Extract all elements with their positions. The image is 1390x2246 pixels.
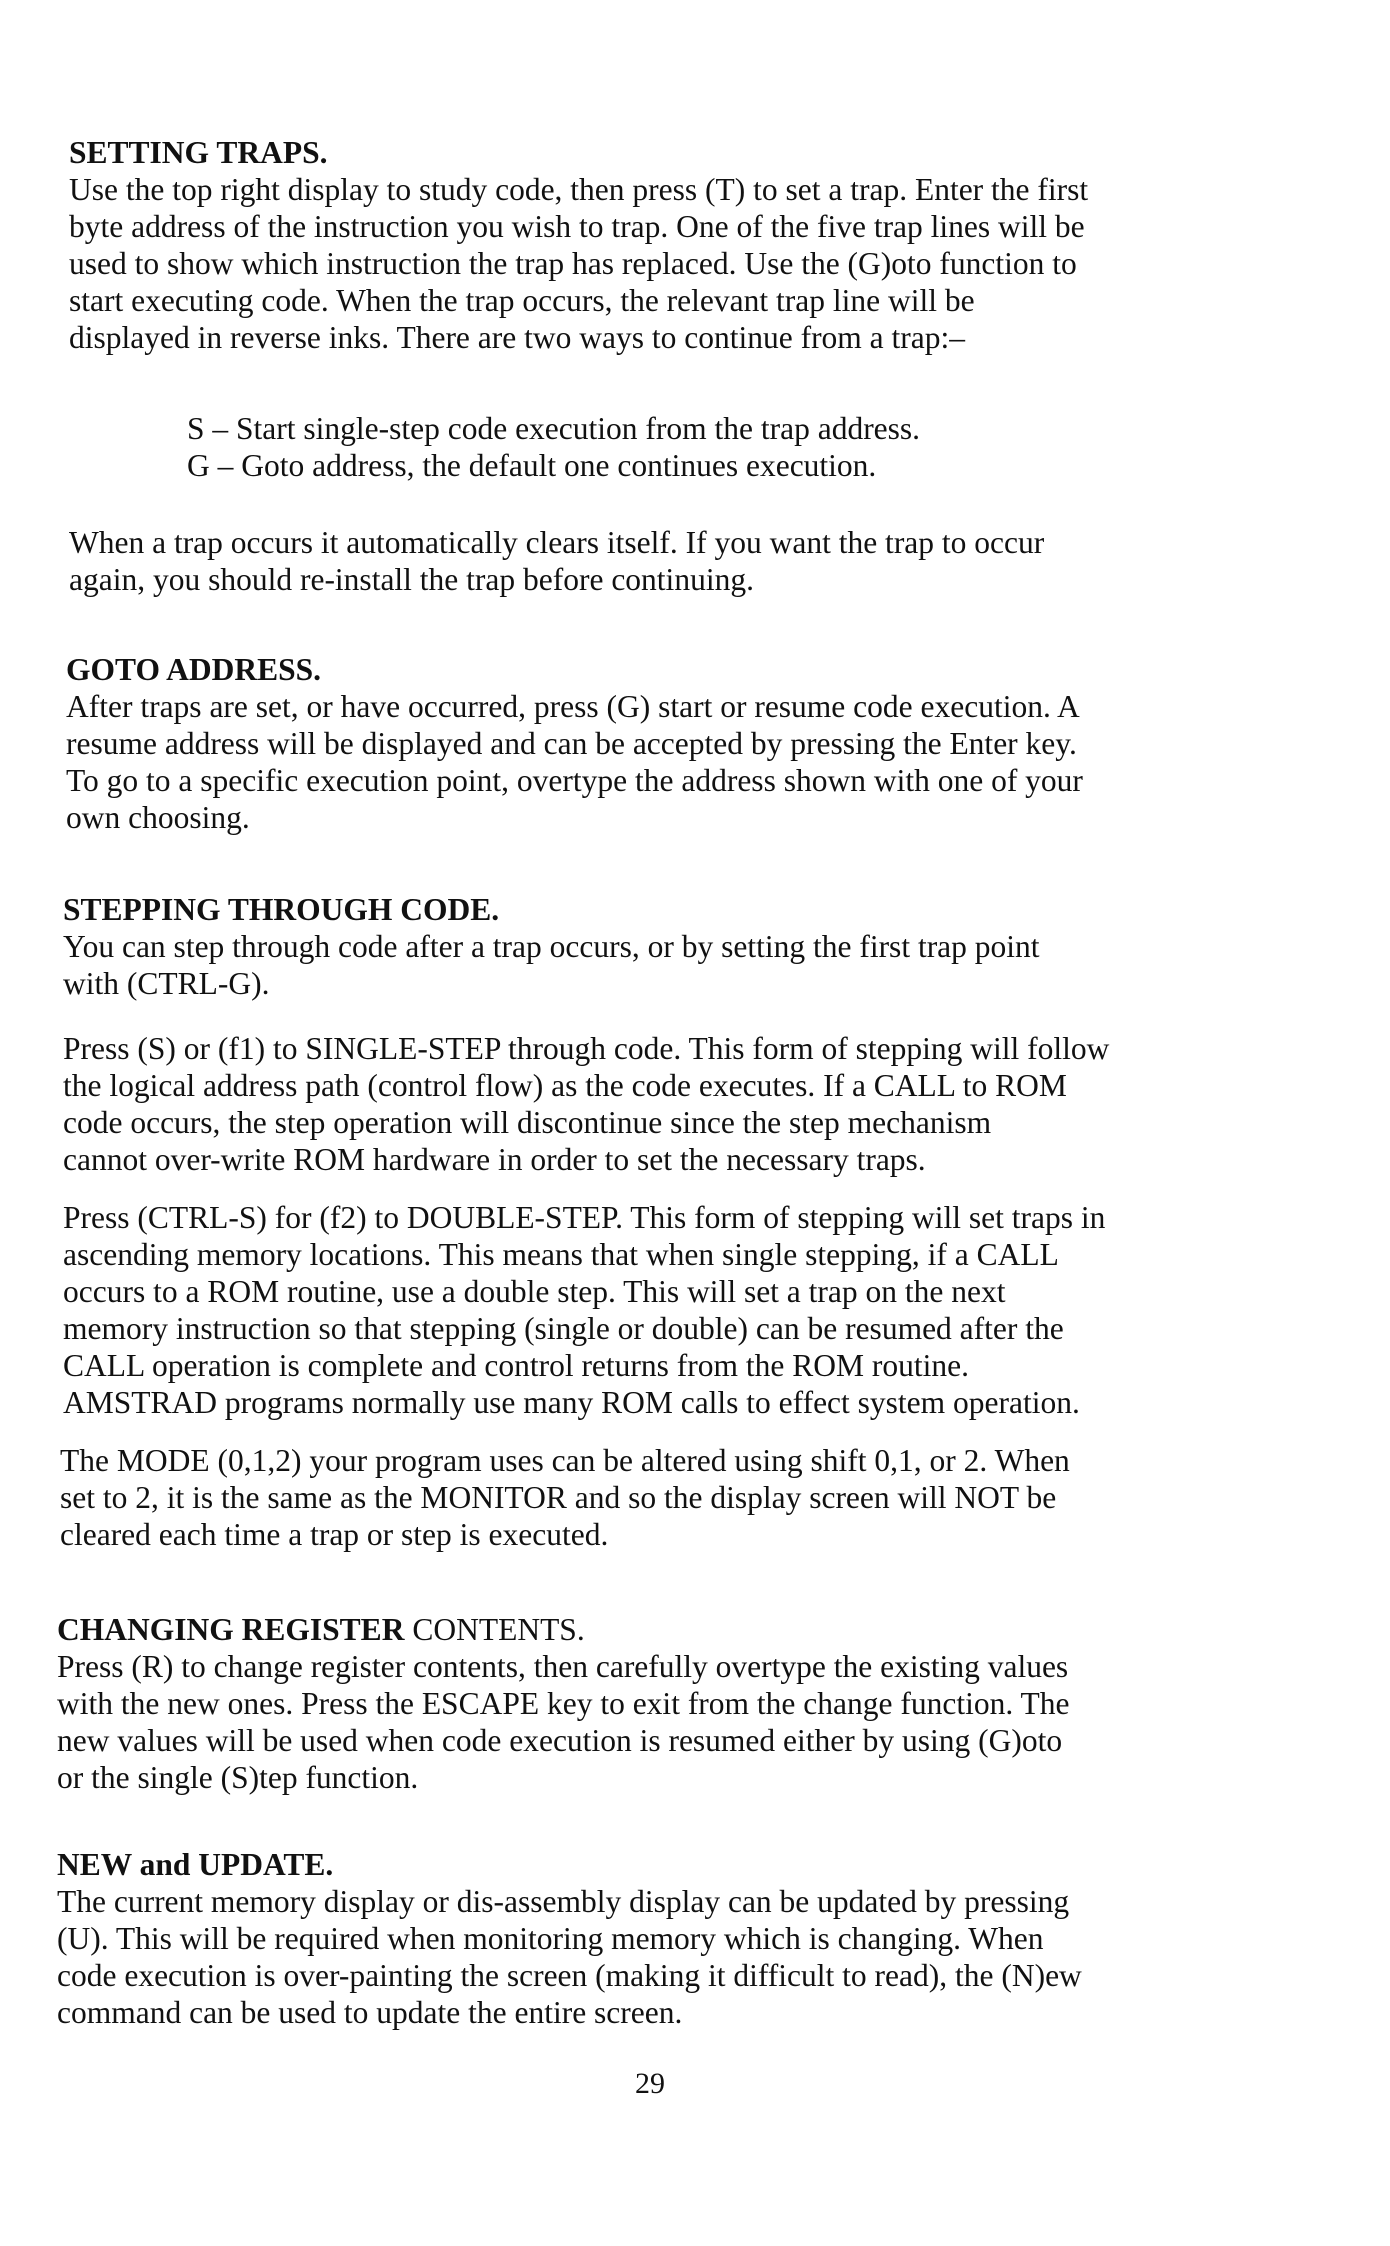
text-line: with the new ones. Press the ESCAPE key to exit from the change function. The — [57, 1686, 1070, 1721]
trap-options-list — [69, 410, 1249, 484]
text-line: The current memory display or dis-assembly display can be updated by pressing — [57, 1884, 1070, 1919]
section-setting-traps — [69, 134, 1249, 356]
text-line: After traps are set, or have occurred, press (G) start or resume code execution. A — [66, 689, 1080, 724]
text-line: You can step through code after a trap occurs, or by setting the first trap point — [63, 929, 1040, 964]
heading-new-and-update: NEW and UPDATE. — [57, 1847, 334, 1882]
text-line: used to show which instruction the trap has replaced. Use the (G)oto function to — [69, 246, 1077, 281]
text-line: resume address will be displayed and can be accepted by pressing the Enter key. — [66, 726, 1077, 761]
text-line: When a trap occurs it automatically clears itself. If you want the trap to occur — [69, 525, 1045, 560]
text-line: with (CTRL-G). — [63, 966, 270, 1001]
text-line: memory instruction so that stepping (single or double) can be resumed after the — [63, 1311, 1064, 1346]
paragraph-single-step — [63, 1030, 1243, 1178]
heading-setting-traps: SETTING TRAPS. — [69, 135, 328, 170]
text-line: code occurs, the step operation will discontinue since the step mechanism — [63, 1105, 992, 1140]
paragraph-trap-clears — [69, 524, 1249, 598]
text-line: code execution is over-painting the screen (making it difficult to read), the (N)ew — [57, 1958, 1082, 1993]
paragraph-double-step — [63, 1199, 1243, 1421]
text-line: command can be used to update the entire screen. — [57, 1995, 683, 2030]
text-line: Use the top right display to study code, then press (T) to set a trap. Enter the first — [69, 172, 1089, 207]
text-line: AMSTRAD programs normally use many ROM calls to effect system operation. — [63, 1385, 1080, 1420]
heading-goto-address: GOTO ADDRESS. — [66, 652, 321, 687]
option-goto-address: G – Goto address, the default one continues execution. — [187, 448, 877, 483]
text-line: CALL operation is complete and control returns from the ROM routine. — [63, 1348, 969, 1383]
text-line: new values will be used when code execution is resumed either by using (G)oto — [57, 1723, 1063, 1758]
text-line: To go to a specific execution point, overtype the address shown with one of your — [66, 763, 1083, 798]
text-line: start executing code. When the trap occurs, the relevant trap line will be — [69, 283, 975, 318]
text-line: occurs to a ROM routine, use a double step. This will set a trap on the next — [63, 1274, 1006, 1309]
section-stepping-through-code — [63, 891, 1243, 1002]
text-line: or the single (S)tep function. — [57, 1760, 419, 1795]
paragraph-mode — [60, 1442, 1240, 1553]
text-line: cleared each time a trap or step is executed. — [60, 1517, 609, 1552]
text-line: ascending memory locations. This means that when single stepping, if a CALL — [63, 1237, 1059, 1272]
text-line: the logical address path (control flow) as the code executes. If a CALL to ROM — [63, 1068, 1067, 1103]
text-line: again, you should re-install the trap before continuing. — [69, 562, 754, 597]
text-line: own choosing. — [66, 800, 250, 835]
section-goto-address — [66, 651, 1246, 836]
section-new-and-update — [57, 1846, 1237, 2031]
text-line: Press (CTRL-S) for (f2) to DOUBLE-STEP. This form of stepping will set traps in — [63, 1200, 1106, 1235]
option-start-single-step: S – Start single-step code execution from the trap address. — [187, 411, 921, 446]
text-line: The MODE (0,1,2) your program uses can be altered using shift 0,1, or 2. When — [60, 1443, 1070, 1478]
heading-bold-part: CHANGING REGISTER — [57, 1612, 405, 1647]
text-line: Press (S) or (f1) to SINGLE-STEP through code. This form of stepping will follow — [63, 1031, 1110, 1066]
heading-changing-register-contents — [57, 1611, 1237, 1648]
text-line: (U). This will be required when monitoring memory which is changing. When — [57, 1921, 1044, 1956]
text-line: cannot over-write ROM hardware in order to set the necessary traps. — [63, 1142, 926, 1177]
section-changing-register-contents — [57, 1611, 1237, 1796]
text-line: set to 2, it is the same as the MONITOR and so the display screen will NOT be — [60, 1480, 1057, 1515]
text-line: Press (R) to change register contents, then carefully overtype the existing values — [57, 1649, 1069, 1684]
text-line: byte address of the instruction you wish to trap. One of the five trap lines will be — [69, 209, 1085, 244]
text-line: displayed in reverse inks. There are two ways to continue from a trap:– — [69, 320, 966, 355]
heading-stepping-through-code: STEPPING THROUGH CODE. — [63, 892, 500, 927]
page-number: 29 — [635, 2067, 665, 2100]
heading-normal-part: CONTENTS. — [412, 1612, 585, 1647]
